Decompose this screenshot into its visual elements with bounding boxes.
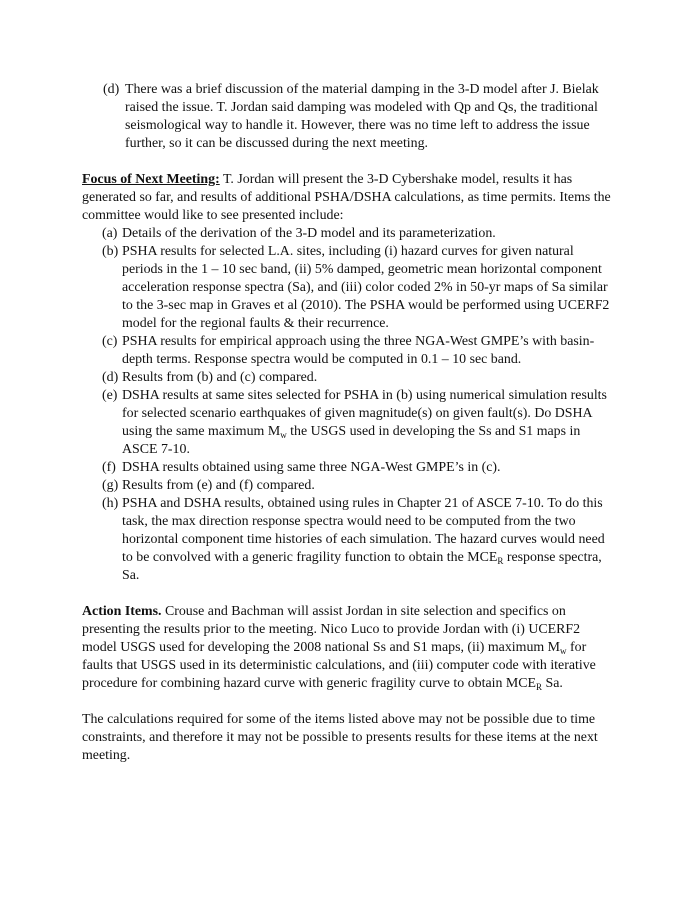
list-label: (g) [102, 478, 119, 493]
list-item [102, 333, 617, 369]
subscript-w: w [560, 646, 567, 656]
list-text [122, 387, 617, 459]
list-label: (c) [102, 334, 118, 349]
list-text: PSHA results for selected L.A. sites, including (i) hazard curves for given natural periods in the 1 – 10 sec band, (ii) 5% damped, geometric mean horizontal component acceleration response spectra (Sa), and (iii) color coded 2% in 50-yr maps of Sa similar to the 3-sec map in Graves et al (2010). The PSHA would be performed using UCERF2 model for the regional faults & their recurrence. [122, 244, 610, 331]
list-text [122, 495, 617, 585]
list-item [102, 225, 617, 243]
action-items-paragraph [82, 603, 617, 693]
focus-heading: Focus of Next Meeting: [82, 172, 220, 187]
list-label: (b) [102, 244, 119, 259]
list-label: (f) [102, 460, 116, 475]
list-text: There was a brief discussion of the material damping in the 3-D model after J. Bielak raised the issue. T. Jordan said damping was modeled with Qp and Qs, the traditional seismological way to handle it. However, there was no time left to address the issue further, so it can be discussed during the next meeting. [125, 82, 599, 151]
list-item [102, 243, 617, 333]
list-label: (e) [102, 388, 118, 403]
list-item [102, 459, 617, 477]
text-segment: PSHA and DSHA results, obtained using rules in Chapter 21 of ASCE 7-10. To do this task, the max direction response spectra would need to be computed from the two horizontal component time histories of each simulation. The hazard curves would need to be convolved with a generic fragility function to obtain the MCE [122, 496, 605, 565]
subscript-r: R [497, 556, 504, 566]
list-text: DSHA results obtained using same three NGA-West GMPE’s in (c). [122, 460, 501, 475]
action-items-heading: Action Items. [82, 604, 162, 619]
subscript-w: w [280, 430, 287, 440]
list-item [102, 477, 617, 495]
list-item [102, 387, 617, 459]
text-segment: for faults that USGS used in its deterministic calculations, and (iii) computer code with iterative procedure for combining hazard curve with generic fragility curve to obtain MCE [82, 640, 596, 691]
list-text: Results from (b) and (c) compared. [122, 370, 318, 385]
closing-paragraph: The calculations required for some of the items listed above may not be possible due to time constraints, and therefore it may not be possible to presents results for these items at the next meeting. [82, 712, 598, 763]
document-body [82, 81, 617, 765]
text-segment: Sa. [542, 676, 563, 691]
list-label: (h) [102, 496, 119, 511]
list-text: Details of the derivation of the 3-D model and its parameterization. [122, 226, 496, 241]
focus-items-list [102, 225, 617, 585]
text-segment: DSHA results at same sites selected for PSHA in (b) using numerical simulation results for selected scenario earthquakes of given magnitude(s) on given fault(s). Do DSHA using the same maximum M [122, 388, 607, 439]
text-segment: the USGS used in developing the Ss and S1 maps in ASCE 7-10. [122, 424, 581, 457]
subscript-r: R [535, 682, 542, 692]
list-item-d-damping [103, 81, 617, 153]
list-item [102, 369, 617, 387]
list-text: PSHA results for empirical approach using the three NGA-West GMPE’s with basin-depth terms. Response spectra would be computed in 0.1 – 10 sec band. [122, 334, 595, 367]
text-segment: Crouse and Bachman will assist Jordan in site selection and specifics on presenting the results prior to the meeting. Nico Luco to provide Jordan with (i) UCERF2 model USGS used for developing the 2008 national Ss and S1 maps, (ii) maximum M [82, 604, 581, 655]
text-segment: response spectra, Sa. [122, 550, 602, 583]
list-text: Results from (e) and (f) compared. [122, 478, 315, 493]
focus-paragraph [82, 171, 617, 225]
list-label: (d) [102, 370, 119, 385]
focus-text: T. Jordan will present the 3-D Cybershake model, results it has generated so far, and results of additional PSHA/DSHA calculations, as time permits. Items the committee would like to see presented include: [82, 172, 611, 223]
prior-discussion-list [103, 81, 617, 153]
list-item [102, 495, 617, 585]
list-label: (d) [103, 82, 120, 97]
list-label: (a) [102, 226, 118, 241]
